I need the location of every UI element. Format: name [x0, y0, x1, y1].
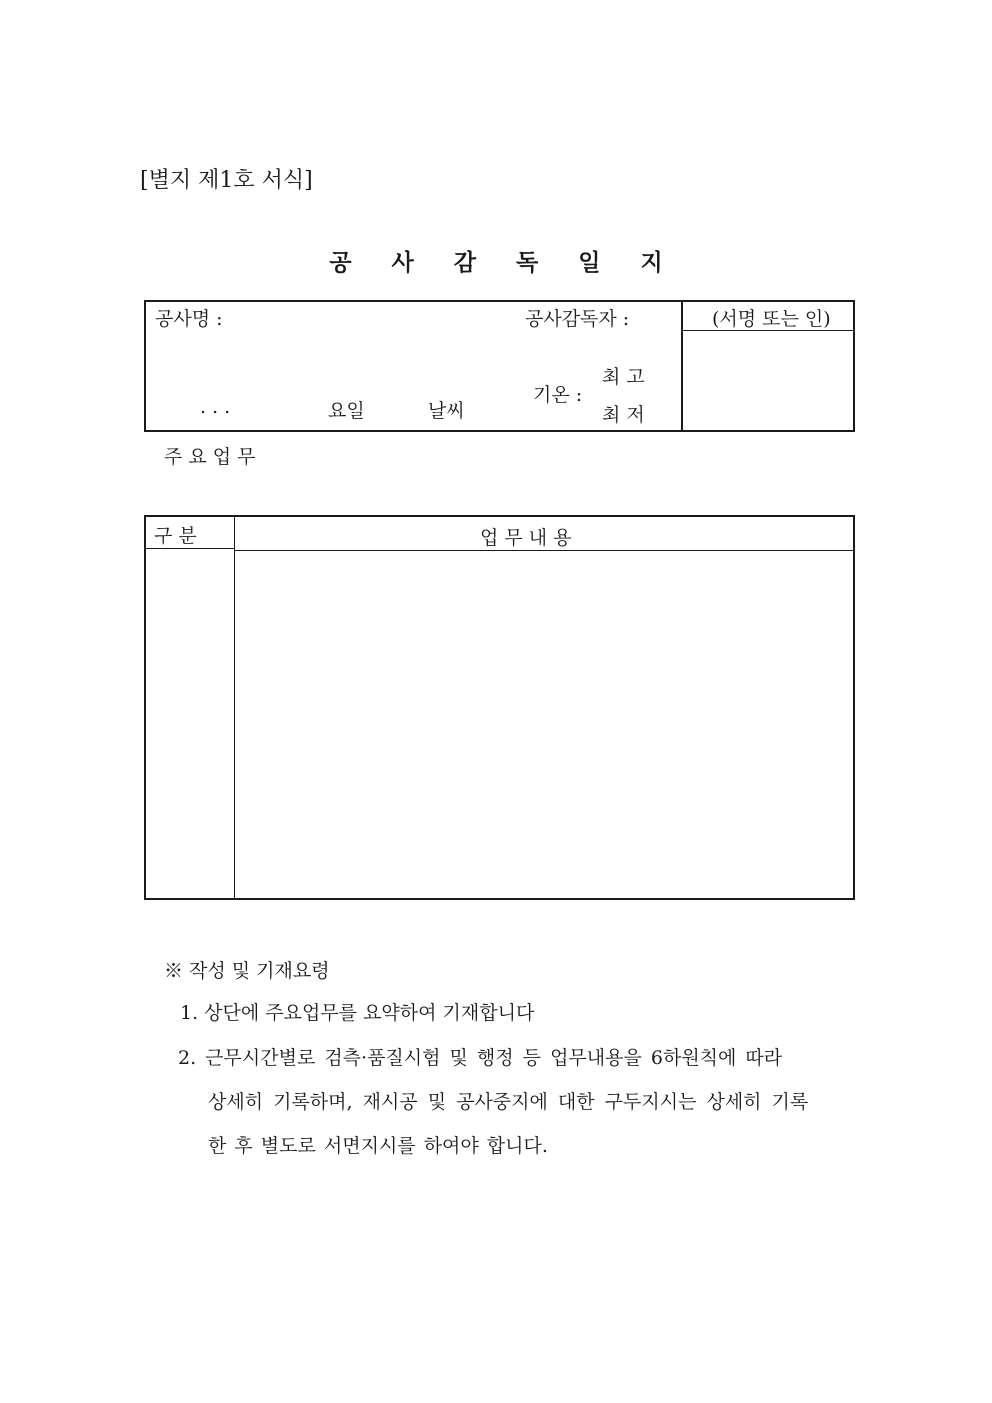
note-item-1: 1. 상단에 주요업무를 요약하여 기재합니다: [180, 1002, 535, 1024]
temp-high-label: 최 고: [602, 366, 645, 388]
note-item-2-cont-1: 상세히 기록하며, 재시공 및 공사중지에 대한 구두지시는 상세히 기록: [208, 1091, 809, 1113]
signature-divider: [681, 302, 683, 430]
document-title: 공 사 감 독 일 지: [329, 249, 679, 276]
note-item-2-cont-2: 한 후 별도로 서면지시를 하여야 합니다.: [208, 1135, 548, 1157]
column-header-content: 업 무 내 용: [480, 527, 572, 549]
main-tasks-label: 주 요 업 무: [164, 446, 256, 468]
temp-low-label: 최 저: [602, 404, 645, 426]
column-header-category: 구 분: [154, 525, 197, 547]
note-item-2: 2. 근무시간별로 검측·품질시험 및 행정 등 업무내용을 6하원칙에 따라: [178, 1047, 783, 1069]
signature-label: (서명 또는 인): [712, 308, 831, 330]
table-header-divider-left: [146, 548, 234, 549]
weather-label: 날씨: [428, 400, 465, 422]
table-column-divider: [234, 517, 235, 898]
header-box: [144, 300, 855, 432]
day-of-week-label: 요일: [328, 400, 365, 422]
form-number-label: [별지 제1호 서식]: [140, 168, 313, 193]
task-table: [144, 515, 855, 900]
notes-title: ※ 작성 및 기재요령: [164, 960, 330, 982]
temperature-label: 기온 :: [533, 384, 583, 406]
project-name-label: 공사명 :: [155, 308, 223, 330]
date-field: . . .: [200, 396, 231, 418]
table-header-divider: [234, 550, 855, 551]
supervisor-label: 공사감독자 :: [525, 308, 630, 330]
